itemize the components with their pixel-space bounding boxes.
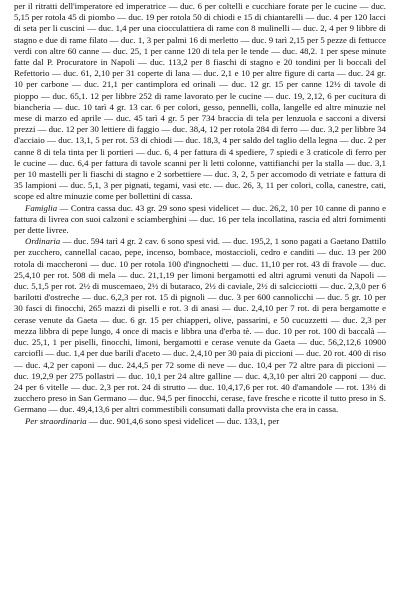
paragraph-text: — Contra cassa duc. 43 gr. 29 sono spesi videlicet — duc. 26,2, 10 per 10 canne di panno e fattura di livrea con suoi calzoni e sciamberghini — duc. 16 per tela incollatina, rascia ed altri fornimenti per dette livree. bbox=[14, 202, 386, 236]
paragraph-text: per il ritratti dell'imperatore ed imperatrice — duc. 6 per coltelli e cucchiare forate per le cucine — duc. 5,15 per rotola 45 di piombo — duc. 19 per rotola 50 di chiodi e 15 di chiantarelli — duc. 4 per 120 lacci di seta per li cuscini — duc. 1,4 per una ciocculattiera di rame con 8 mulinelli — duc. 2, 4 per 9 libbre di stagno e due di rame filato — duc. 1, 3 per palmi 16 di merletto — duc. 9 tarì 2,15 per 5 pezze di fettucce verdi con altre 60 canne — duc. 25, 1 per canne 120 di tela per le tende — duc. 48,2. 1 per spese minute fatte dal P. Procuratore in Napoli — duc. 113,2 per 8 fiaschi di stagno e 20 tondini per li boccali del Refettorio — duc. 61, 2,10 per 31 coperte di lana — duc. 2,1 e 10 per altre figure di carta — duc. 24 gr. 10 per carbone — duc. 21,1 per cantimplora ed orinali — duc. 12 gr. 15 per canne 12½ di tavole di pioppo — duc. 65,1. 12 per libbre 252 di rame lavorato per le cucine — duc. 19, 2,12, 6 per cucitura di biancheria — duc. 10 tarì 4 gr. 13 car. 6 per colori, gesso, pennelli, colla, langelle ed altre minuzie nel mese di marzo ed aprile — duc. 45 tarì 4 gr. 5 per 734 braccia di tela per lenzuola e sacconi a diversi prezzi — duc. 12 per 30 lettiere di faggio — duc. 38,4, 12 per rotola 284 di ferro — duc. 3,2 per libbre 34 d'acciaio — duc. 13,1, 5 per rot. 53 di chiodi — duc. 18,3, 4 per saldo del taglio della legna — duc. 2 per canne 8 di tela tinta per li portieri — duc. 6, 4 per fattura di 4 spediere, 7 spiedi e 3 craticole di ferro per le cucine — duc. 6,4 per fattura di tavole scanni per li letti colonne, vattifianchi per la stalla — duc. 3,1 per 10 mastelli per li fiaschi di stagno e 2 sorbettiere — duc. 3, 2, 5 per accomodo di vetriate e fattura di 35 lampioni — duc. 5,1, 3 per pignati, tegami, vasi etc. — duc. 26, 3, 11 per colori, colla, canestre, cati, scope ed altre minuzie come per bollettini di cassa. bbox=[14, 1, 386, 202]
paragraph-straordinaria bbox=[14, 416, 386, 427]
section-heading: Famiglia bbox=[25, 202, 58, 213]
section-heading: Per straordinaria bbox=[25, 415, 87, 426]
paragraph-expenses bbox=[14, 1, 386, 203]
document-page bbox=[14, 1, 386, 427]
paragraph-ordinaria bbox=[14, 236, 386, 415]
paragraph-text: — duc. 594 tarì 4 gr. 2 cav. 6 sono spesi vid. — duc. 195,2, 1 sono pagati a Gaetano Dattilo per zucchero, cannellal cacao, pepe, incenso, bombace, mostaccioli, cedro e canditi — duc. 13 per 200 rotola di maccheroni — duc. 10 per rotola 100 d'ingnochetti — duc. 11,10 per rot. 43 di fravole — duc. 25,4,10 per rot. 508 di mela — duc. 21,1,19 per limoni bergamotti ed altri agrumi venuti da Napoli — duc. 5,1,5 per rot. 2½ di muscemaeo, 2½ di butaraco, 2½ di caviale, 2½ di salcicciotti — duc. 2,3,0 per 6 barilotti d'ostreche — duc. 6,2,3 per rot. 15 di pignoli — duc. 3 per 600 cannolicchi — duc. 5 gr. 10 per 30 fasci di finocchi, 265 mazzi di piselli e rot. 3 di anasi — duc. 2,4,10 per 7 rot. di pera bergamotte e cerase venute da Gaeta — duc. 6 gr. 15 per chiapperi, olive, passarini, e 50 cucuzzetti — duc. 2,3 per mezza libbra di pepe lungo, 4 once di macis e libbra una d'erba tè. — duc. 10 per rot. 100 di baccalà — duc. 25,1, 1 per piselli, finocchi, limoni, bergamotti e cerase venute da Gaeta — duc. 56,2,12,6 10900 carciofli — duc. 1,4 per due barili d'aceto — duc. 2,4,10 per 30 paia di piccioni — duc. 20 rot. 400 di riso — duc. 4,2 per caponi — duc. 24,4,5 per 72 some di neve — duc. 10,4 per 72 altre para di piccioni — duc. 19,2,9 per 275 pollastri — duc. 10,1 per 24 altre galline — duc. 4,3,10 per altri 20 capponi — duc. 24 per 6 vitelle — duc. 2,3 per rot. 24 di strutto — duc. 10,4,17,6 per rot. 40 d'amandole — rot. 13½ di zucchero preso in San Germano — duc. 94,5 per finocchi, cerase, fave fresche e ricotte il tutto preso in S. Germano — duc. 49,4,13,6 per altri commestibili consumati dalla provvista che era in cassa. bbox=[14, 236, 386, 415]
section-heading: Ordinaria bbox=[25, 236, 61, 247]
paragraph-famiglia bbox=[14, 203, 386, 237]
paragraph-text: — duc. 901,4,6 sono spesi videlicet — duc. 133,1, per bbox=[86, 415, 280, 426]
